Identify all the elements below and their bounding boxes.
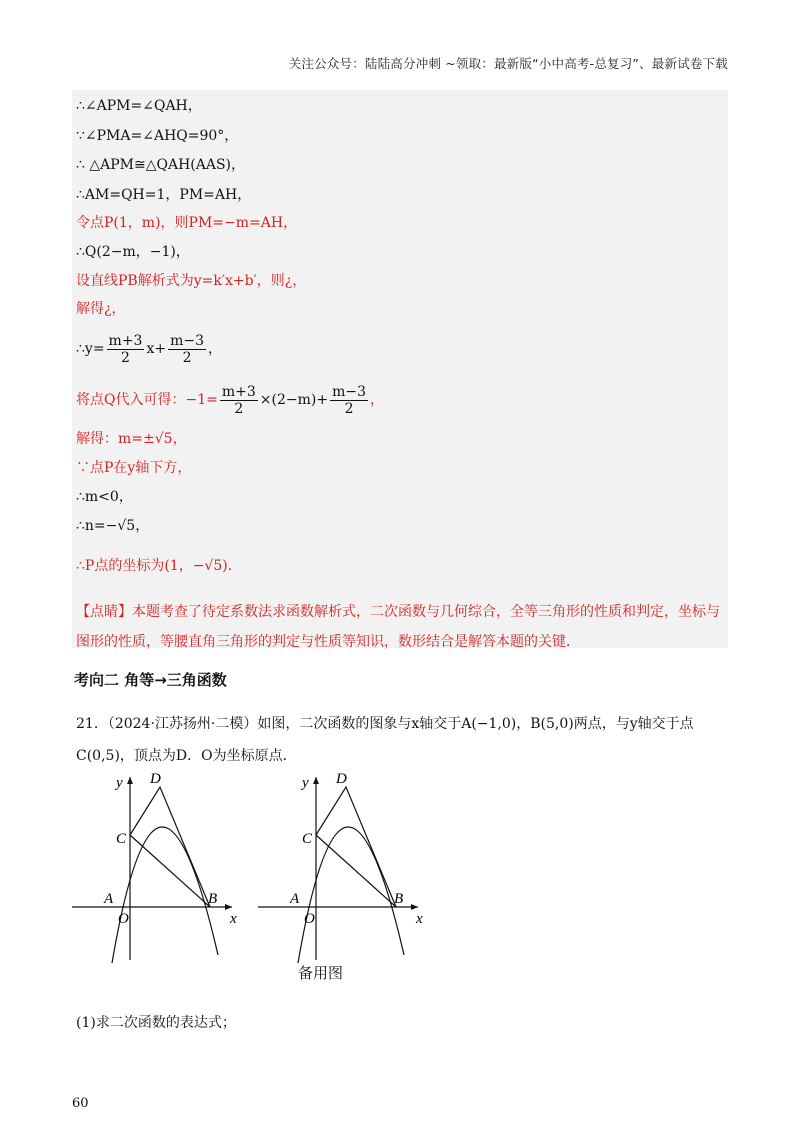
- eq9-f2-num: m−3: [170, 332, 205, 349]
- eq10-fraction-1: [220, 384, 258, 417]
- eq9-f1-den: 2: [121, 349, 130, 366]
- parabola-curve: [112, 827, 218, 963]
- eq9-fraction-2: [168, 333, 206, 366]
- label-y: y: [116, 775, 123, 791]
- eq9-post: ，: [208, 341, 223, 357]
- parabola-figure: [60, 765, 460, 965]
- solution-line-11: 解得：m=±√5，: [76, 431, 187, 447]
- figure-main: [72, 771, 237, 963]
- eq9-mid: x+: [146, 341, 167, 357]
- eq9-f1-num: m+3: [108, 332, 143, 349]
- y-axis-arrow: [313, 777, 319, 784]
- label-C: C: [302, 831, 313, 847]
- solution-line-5: 令点P(1，m)，则PM=−m=AH，: [76, 215, 298, 231]
- label-x: x: [416, 911, 423, 927]
- page-number: 60: [72, 1096, 89, 1111]
- solution-line-7: 设直线PB解析式为y=k′x+b′，则¿，: [76, 273, 307, 289]
- section-title: 考向二 角等→三角函数: [74, 671, 227, 689]
- page-header: 关注公众号：陆陆高分冲刺 ~领取：最新版“小中高考-总复习”、最新试卷下载: [288, 56, 728, 71]
- figure-backup: [258, 771, 423, 963]
- x-axis-arrow: [411, 904, 418, 910]
- label-O: O: [118, 911, 129, 927]
- label-A: A: [290, 891, 300, 907]
- label-B: B: [394, 891, 404, 907]
- solution-line-15: ∴P点的坐标为(1，−√5)．: [76, 558, 242, 574]
- eq9-fraction-1: [107, 333, 145, 366]
- eq10-f2-den: 2: [344, 400, 354, 417]
- label-O: O: [304, 911, 315, 927]
- solution-line-14: ∴n=−√5，: [76, 518, 150, 534]
- label-D: D: [150, 771, 161, 787]
- eq10-f1-num: m+3: [221, 383, 256, 400]
- eq9-prefix: ∴y=: [76, 341, 105, 357]
- solution-line-1: ∴∠APM=∠QAH，: [76, 98, 202, 114]
- solution-line-3: ∴ △APM≅△QAH(AAS)，: [76, 157, 246, 173]
- eq10-post: ，: [370, 392, 385, 408]
- solution-line-4: ∴AM=QH=1，PM=AH，: [76, 187, 252, 203]
- solution-line-13: ∴m<0，: [76, 489, 133, 505]
- parabola-curve: [298, 827, 404, 963]
- label-x: x: [230, 911, 237, 927]
- solution-line-10: [76, 382, 384, 418]
- label-A: A: [104, 891, 114, 907]
- solution-line-8: 解得¿，: [76, 301, 126, 317]
- eq10-f1-den: 2: [234, 400, 244, 417]
- eq10-fraction-2: [330, 384, 368, 417]
- eq10-prefix: 将点Q代入可得：−1=: [76, 392, 218, 408]
- solution-line-9: [76, 331, 222, 367]
- label-y: y: [302, 775, 309, 791]
- solution-line-12: ∵点P在y轴下方，: [76, 460, 192, 476]
- sub-question-1: (1)求二次函数的表达式；: [76, 1015, 236, 1031]
- label-D: D: [336, 771, 347, 787]
- x-axis-arrow: [225, 904, 232, 910]
- label-C: C: [116, 831, 127, 847]
- label-B: B: [208, 891, 218, 907]
- eq10-f2-num: m−3: [332, 383, 367, 400]
- solution-comment: 【点睛】本题考查了待定系数法求函数解析式，二次函数与几何综合，全等三角形的性质和判定，坐标与图形的性质，等腰直角三角形的判定与性质等知识，数形结合是解答本题的关键．: [76, 604, 720, 650]
- y-axis-arrow: [127, 777, 133, 784]
- solution-line-6: ∴Q(2−m，−1)，: [76, 244, 190, 260]
- problem-statement: 21．（2024·江苏扬州·二模）如图，二次函数的图象与x轴交于A(−1,0)，B(5,0)两点，与y轴交于点C(0,5)，顶点为D．O为坐标原点．: [76, 716, 694, 764]
- figure-caption: 备用图: [298, 964, 344, 982]
- eq10-mid: ×(2−m)+: [259, 392, 329, 408]
- solution-line-2: ∵∠PMA=∠AHQ=90°，: [76, 128, 239, 144]
- eq9-f2-den: 2: [182, 349, 192, 366]
